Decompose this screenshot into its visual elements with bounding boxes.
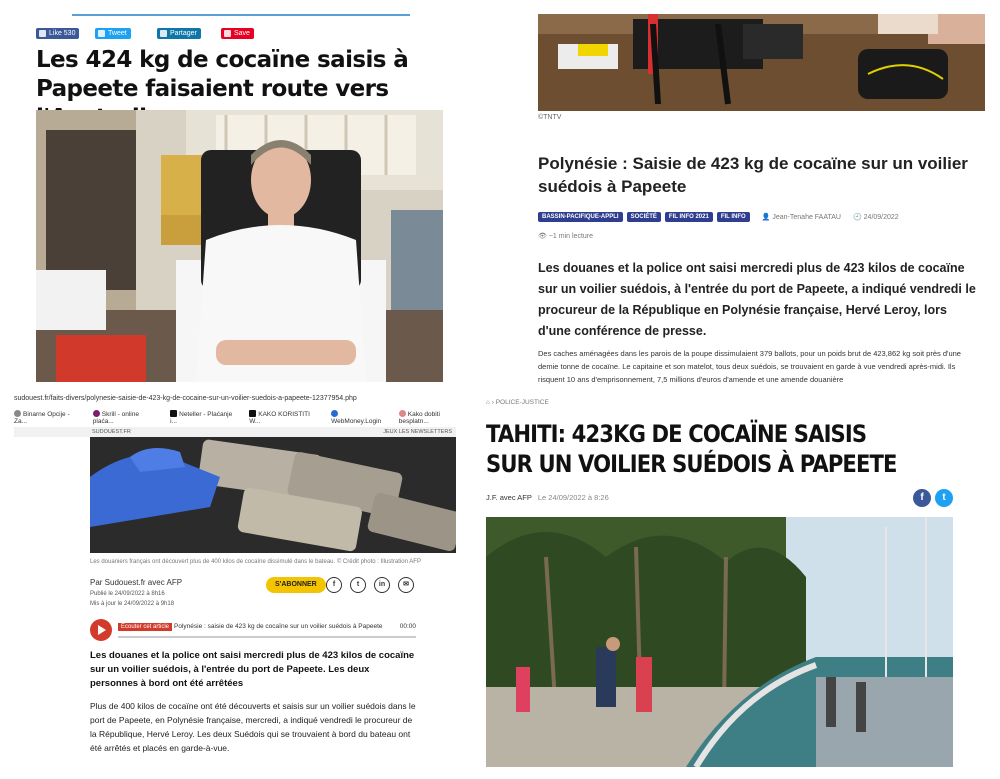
site-nav[interactable]: JEUX LES NEWSLETTERS — [383, 429, 452, 435]
prosecutor-photo — [36, 110, 443, 382]
article-panel-top-right — [528, 0, 1000, 388]
article-body: Plus de 400 kilos de cocaïne ont été découverts et saisis sur un voilier suédois dans le port de Papeete, en Polynésie française, mercredi, a indiqué vendredi le procureur de la République, Hervé Leroy. Les deux Suédois qui se trouvaient à bord du bateau ont été arrêtés et placés en garde-à-vue. — [90, 701, 416, 753]
photo-credit: ©TNTV — [538, 114, 562, 121]
read-time: 👁 ~1 min lecture — [538, 233, 594, 240]
subscribe-button[interactable]: S'ABONNER — [266, 577, 326, 593]
bookmark-item[interactable]: KAKO KORISTITI W... — [249, 411, 310, 425]
breadcrumb: ⌂ › POLICE-JUSTICE — [486, 399, 549, 406]
linkedin-icon[interactable]: in — [374, 577, 390, 593]
bookmark-item[interactable]: WebMoney.Login — [331, 410, 389, 425]
top-rule — [72, 14, 410, 16]
address-bar[interactable]: sudouest.fr/faits-divers/polynesie-saisie-de-423-kg-de-cocaine-sur-un-voilier-suedois-a-papeete-12377954.php — [14, 395, 357, 402]
tag-list — [538, 212, 899, 222]
author-line: J.F. avec AFP Le 24/09/2022 à 8:26 — [486, 493, 609, 502]
bookmark-item[interactable]: Binarne Opcije - Za... — [14, 411, 70, 425]
thumbs-up-icon — [39, 30, 46, 37]
tag-badge[interactable]: FIL INFO — [717, 212, 750, 222]
facebook-like-button[interactable]: Like 530 — [36, 28, 79, 39]
site-header — [14, 427, 456, 437]
press-conference-photo — [538, 14, 985, 111]
eye-icon: 👁 — [538, 233, 549, 240]
photo-caption: Les douaniers français ont découvert plus de 400 kilos de cocaïne dissimulé dans le bateau. © Crédit photo : Illustration AFP — [90, 559, 421, 565]
page-icon — [249, 410, 256, 417]
audio-player — [90, 619, 416, 645]
bookmark-item[interactable]: Neteller - Plaćanje i... — [170, 411, 233, 425]
clock-icon: 🕘 — [852, 214, 864, 221]
bookmark-item[interactable]: Skrill - online plaća... — [92, 411, 139, 425]
papeete-waterfront-photo — [486, 517, 953, 767]
play-icon[interactable] — [90, 619, 112, 641]
date-meta: 🕘 24/09/2022 — [852, 214, 899, 221]
article-panel-top-left — [0, 0, 470, 388]
bookmark-icon — [399, 410, 406, 417]
article-title: Les 424 kg de cocaïne saisis à Papeete faisaient route vers — [36, 47, 409, 102]
twitter-share-icon[interactable]: t — [935, 489, 953, 507]
byline: Par Sudouest.fr avec AFP — [90, 578, 183, 587]
article-title: Polynésie : Saisie de 423 kg de cocaïne sur un voilier suédois à Papeete — [538, 154, 968, 196]
publish-dates: Publié le 24/09/2022 à 8h16 Mis à jour le 24/09/2022 à 9h18 — [90, 591, 175, 607]
linkedin-share-button[interactable]: Partager — [157, 28, 201, 39]
facebook-share-icon[interactable]: f — [913, 489, 931, 507]
article-panel-bottom-left — [0, 393, 470, 779]
twitter-bird-icon — [98, 30, 105, 37]
linkedin-icon — [160, 30, 167, 37]
player-title: Polynésie : saisie de 423 kg de cocaïne sur un voilier suédois à Papeete — [174, 623, 383, 630]
globe-icon — [14, 410, 21, 417]
webmoney-icon — [331, 410, 338, 417]
article-panel-bottom-right — [478, 393, 1000, 779]
tag-badge[interactable]: FIL INFO 2021 — [665, 212, 713, 222]
listen-badge: Écouter cet article — [118, 623, 172, 631]
mail-icon[interactable]: ✉ — [398, 577, 414, 593]
article-lead: Les douanes et la police ont saisi mercredi plus de 423 kilos de cocaïne sur un voilier suédois, à l'entrée du port de Papeete. Les deux personnes à bord ont été arrêtées — [90, 650, 415, 689]
player-progress-bar[interactable] — [118, 636, 416, 638]
site-logo[interactable]: SUDOUEST.FR — [92, 429, 131, 435]
article-title: TAHITI: 423KG DE COCAÏNE SAISIS SUR UN VOILIER SUÉDOIS À PAPEETE — [486, 420, 897, 478]
bookmarks-bar — [14, 410, 470, 425]
facebook-icon[interactable]: f — [326, 577, 342, 593]
skrill-icon — [93, 410, 100, 417]
author-meta: 👤 Jean-Tenahe FAATAU — [761, 214, 841, 221]
pinterest-icon — [224, 30, 231, 37]
neteller-icon — [170, 410, 177, 417]
bookmark-item[interactable]: Kako dobiti besplatn... — [398, 411, 440, 425]
tweet-button[interactable]: Tweet — [95, 28, 131, 39]
player-time: 00:00 — [399, 623, 416, 630]
user-icon: 👤 — [761, 214, 773, 221]
tag-badge[interactable]: SOCIÉTÉ — [627, 212, 661, 222]
home-icon[interactable]: ⌂ › — [486, 399, 496, 406]
pinterest-save-button[interactable]: Save — [221, 28, 254, 39]
twitter-icon[interactable]: t — [350, 577, 366, 593]
article-body: Des caches aménagées dans les parois de la poupe dissimulaient 379 ballots, pour un poids brut de 423,862 kg soit près d'une demie tonne de cocaïne. Le capitaine et son matelot, tous deux suédois, se trouvaient en garde à vue vendredi après-midi. Ils risquent 10 ans d'emprisonnement, 7,5 millions d'euros d'amende et une amende douanière — [538, 349, 961, 384]
article-lead: Les douanes et la police ont saisi mercredi plus de 423 kilos de cocaïne sur un voilier suédois, à l'entrée du port de Papeete, a indiqué vendredi le procureur de la République en Polynésie française, Hervé Leroy, lors d'une conférence de presse. — [538, 261, 976, 338]
tag-badge[interactable]: BASSIN-PACIFIQUE-APPLI — [538, 212, 623, 222]
cocaine-bricks-photo — [90, 437, 456, 553]
